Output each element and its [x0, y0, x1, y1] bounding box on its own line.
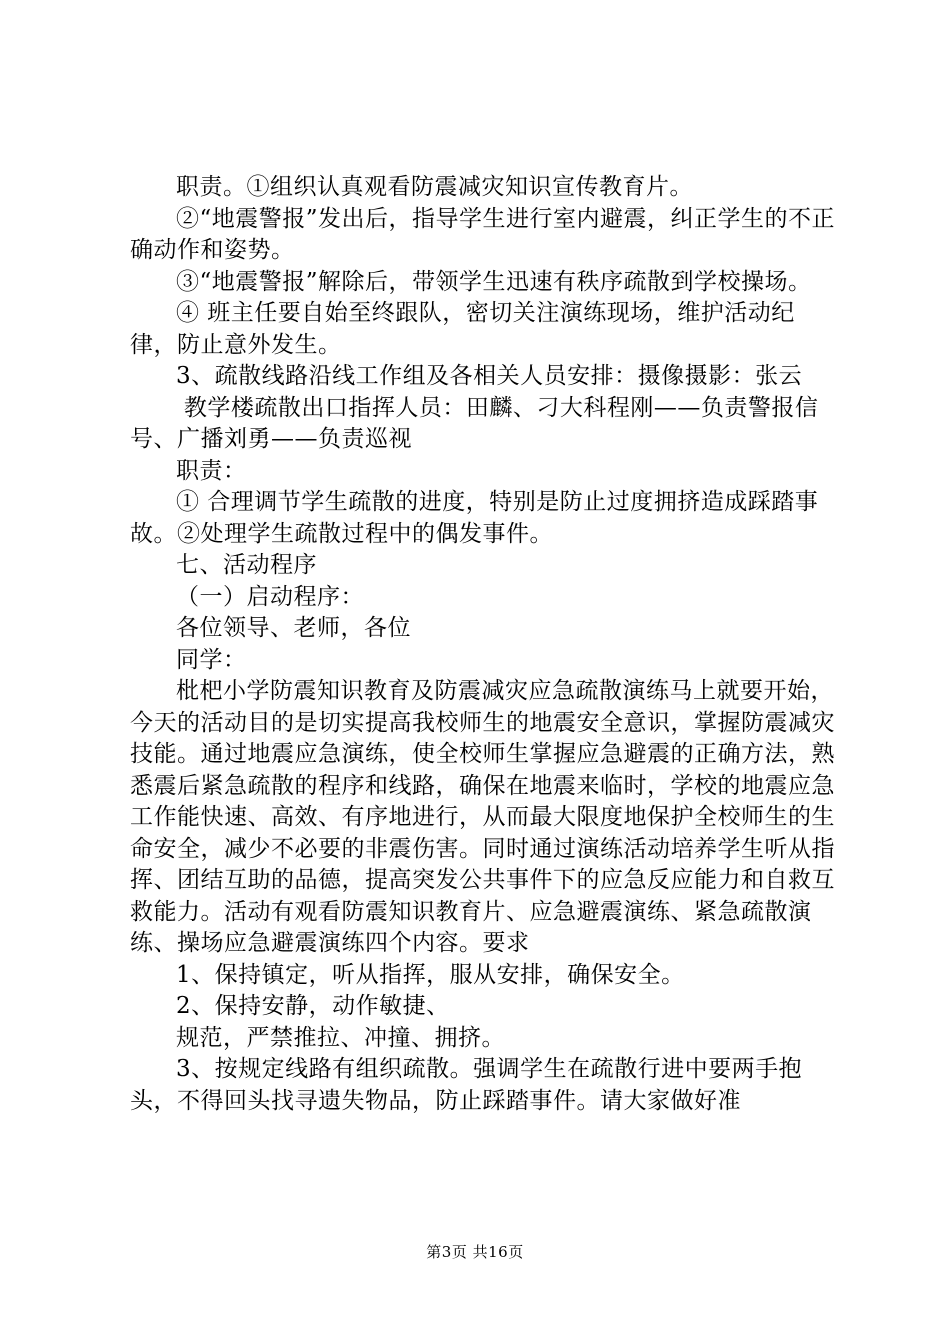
page-footer: 第3页 共16页 — [426, 1243, 524, 1261]
requirement-item-2: 2、保持安静，动作敏捷、 — [176, 993, 450, 1019]
paragraph-duty-1: 职责。①组织认真观看防震减灾知识宣传教育片。 — [176, 174, 693, 200]
paragraph-route-staff: 3、疏散线路沿线工作组及各相关人员安排：摄像摄影：张云 — [176, 363, 803, 389]
requirement-item-2-cont: 规范，严禁推拉、冲撞、拥挤。 — [176, 1024, 505, 1051]
paragraph-duty-label: 职责： — [176, 457, 247, 484]
requirement-item-1: 1、保持镇定，听从指挥，服从安排，确保安全。 — [176, 961, 685, 988]
body-text — [130, 172, 840, 1117]
subsection-heading-start: （一）启动程序： — [176, 583, 364, 610]
section-heading-procedure: 七、活动程序 — [176, 552, 317, 578]
paragraph-alarm-lifted: ③“地震警报”解除后，带领学生迅速有秩序疏散到学校操场。 — [176, 268, 812, 295]
paragraph-duty-2: ① 合理调节学生疏散的进度，特别是防止过度拥挤造成踩踏事故。②处理学生疏散过程中的偶发事件。 — [130, 489, 819, 547]
paragraph-exit-commanders: 教学楼疏散出口指挥人员：田麟、刁大科程刚——负责警报信号、广播刘勇——负责巡视 — [130, 394, 819, 452]
requirement-item-3: 3、按规定线路有组织疏散。强调学生在疏散行进中要两手抱头，不得回头找寻遗失物品，防止踩踏事件。请大家做好准 — [130, 1056, 803, 1114]
paragraph-greeting: 各位领导、老师，各位 — [176, 615, 411, 641]
paragraph-head-teacher: ④ 班主任要自始至终跟队，密切关注演练现场，维护活动纪律，防止意外发生。 — [130, 300, 795, 358]
paragraph-speech: 枇杷小学防震知识教育及防震减灾应急疏散演练马上就要开始，今天的活动目的是切实提高我校师生的地震安全意识，掌握防震减灾技能。通过地震应急演练，使全校师生掌握应急避震的正确方法，熟悉震后紧急疏散的程序和线路，确保在地震来临时，学校的地震应急工作能快速、高效、有序地进行，从而最大限度地保护全校师生的生命安全，减少不必要的非震伤害。同时通过演练活动培养学生听从指挥、团结互助的品德，提高突发公共事件下的应急反应能力和自救互救能力。活动有观看防震知识教育片、应急避震演练、紧急疏散演练、操场应急避震演练四个内容。要求 — [130, 678, 835, 956]
paragraph-greeting-cont: 同学： — [176, 646, 247, 673]
paragraph-alarm-issued: ②“地震警报”发出后，指导学生进行室内避震，纠正学生的不正确动作和姿势。 — [130, 205, 836, 263]
